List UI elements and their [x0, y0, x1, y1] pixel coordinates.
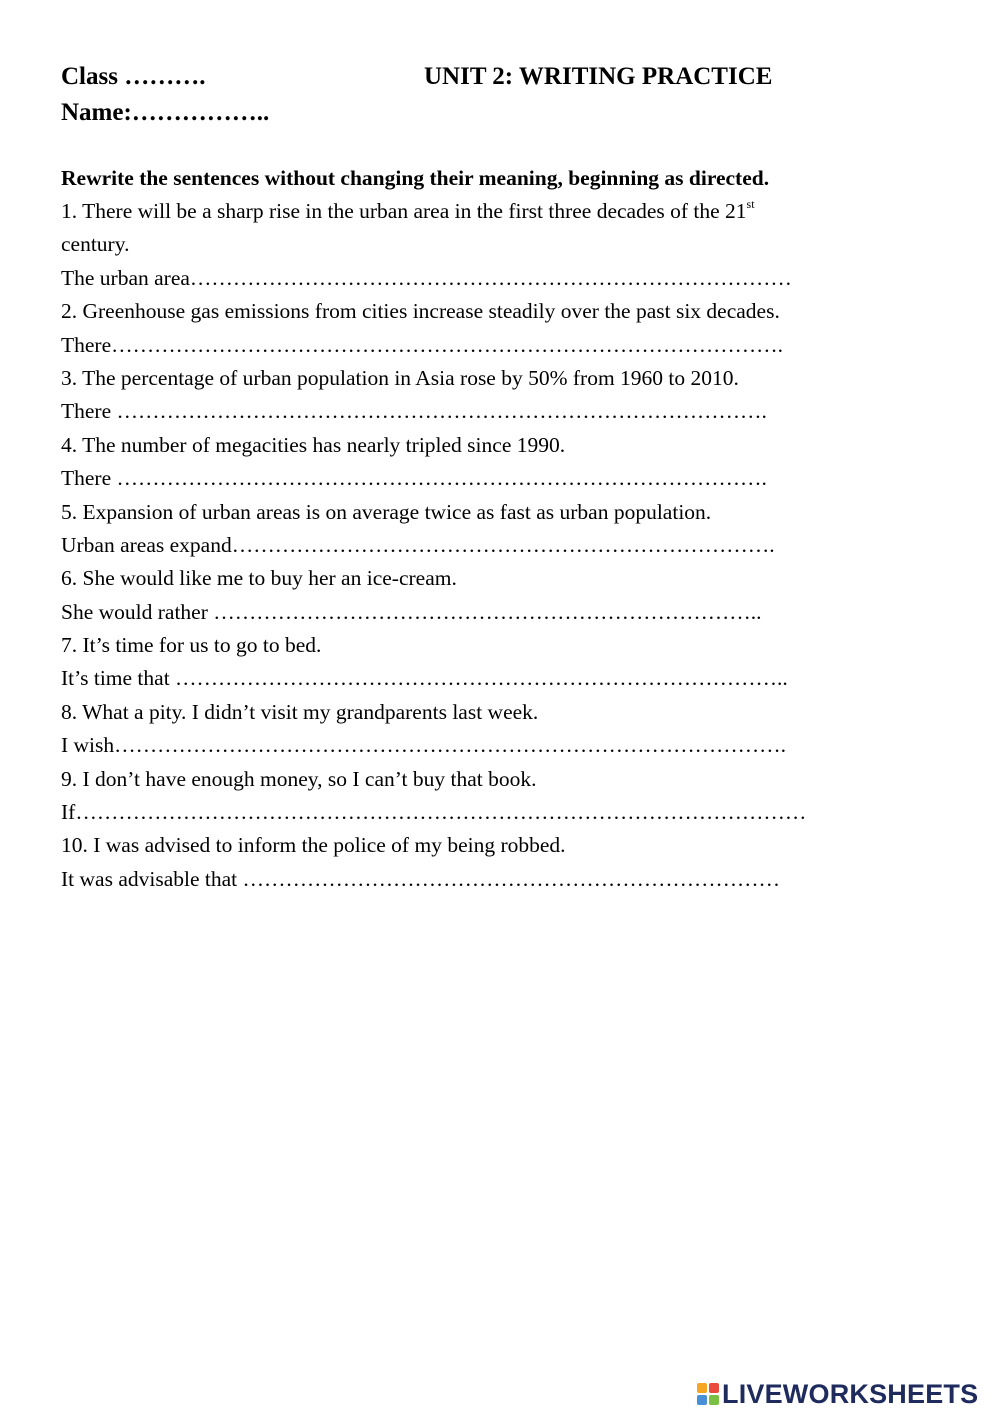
logo-square-4 [709, 1395, 719, 1405]
question-3-prompt: 3. The percentage of urban population in Asia rose by 50% from 1960 to 2010. [61, 365, 739, 390]
question-4-prompt: 4. The number of megacities has nearly tripled since 1990. [61, 432, 566, 457]
logo-square-1 [697, 1383, 707, 1393]
question-5-prompt: 5. Expansion of urban areas is on average twice as fast as urban population. [61, 499, 712, 524]
class-label: Class ………. [61, 63, 206, 90]
page-title: UNIT 2: WRITING PRACTICE [424, 63, 773, 90]
question-6-answer-line[interactable]: She would rather ………………………………………………………………….. [61, 599, 762, 624]
question-2-answer-line[interactable]: There…………………………………………………………………………………. [61, 332, 784, 357]
question-3-answer-line[interactable]: There ………………………………………………………………………………. [61, 399, 767, 424]
question-7-prompt: 7. It’s time for us to go to bed. [61, 633, 322, 658]
logo-text: LIVEWORKSHEETS [722, 1378, 979, 1409]
question-1-answer-line[interactable]: The urban area………………………………………………………………………… [61, 265, 792, 290]
liveworksheets-logo-icon [697, 1383, 719, 1405]
question-1-prompt-main: 1. There will be a sharp rise in the urban area in the first three decades of the 21 [61, 199, 747, 223]
question-6-prompt: 6. She would like me to buy her an ice-cream. [61, 566, 457, 591]
question-2-prompt: 2. Greenhouse gas emissions from cities increase steadily over the past six decades. [61, 299, 780, 324]
question-10-prompt: 10. I was advised to inform the police of my being robbed. [61, 833, 566, 858]
question-10-answer-line[interactable]: It was advisable that ………………………………………………………………… [61, 866, 781, 891]
logo-square-2 [709, 1383, 719, 1393]
question-8-answer-line[interactable]: I wish…………………………………………………………………………………. [61, 733, 787, 758]
name-label: Name:…………….. [61, 99, 270, 126]
instruction-text: Rewrite the sentences without changing their meaning, beginning as directed. [61, 166, 770, 190]
question-4-answer-line[interactable]: There ………………………………………………………………………………. [61, 466, 767, 491]
logo-square-3 [697, 1395, 707, 1405]
question-1-superscript: st [746, 197, 755, 211]
liveworksheets-logo [697, 1379, 978, 1409]
question-8-prompt: 8. What a pity. I didn’t visit my grandparents last week. [61, 699, 539, 724]
question-9-prompt: 9. I don’t have enough money, so I can’t buy that book. [61, 766, 537, 791]
question-9-answer-line[interactable]: If………………………………………………………………………………………… [61, 800, 807, 825]
question-7-answer-line[interactable]: It’s time that ………………………………………………………………………….. [61, 666, 788, 691]
question-5-answer-line[interactable]: Urban areas expand…………………………………………………………………. [61, 532, 775, 557]
question-1-prompt-continued: century. [61, 232, 130, 257]
question-1-prompt [61, 196, 921, 229]
question-list [61, 196, 921, 897]
